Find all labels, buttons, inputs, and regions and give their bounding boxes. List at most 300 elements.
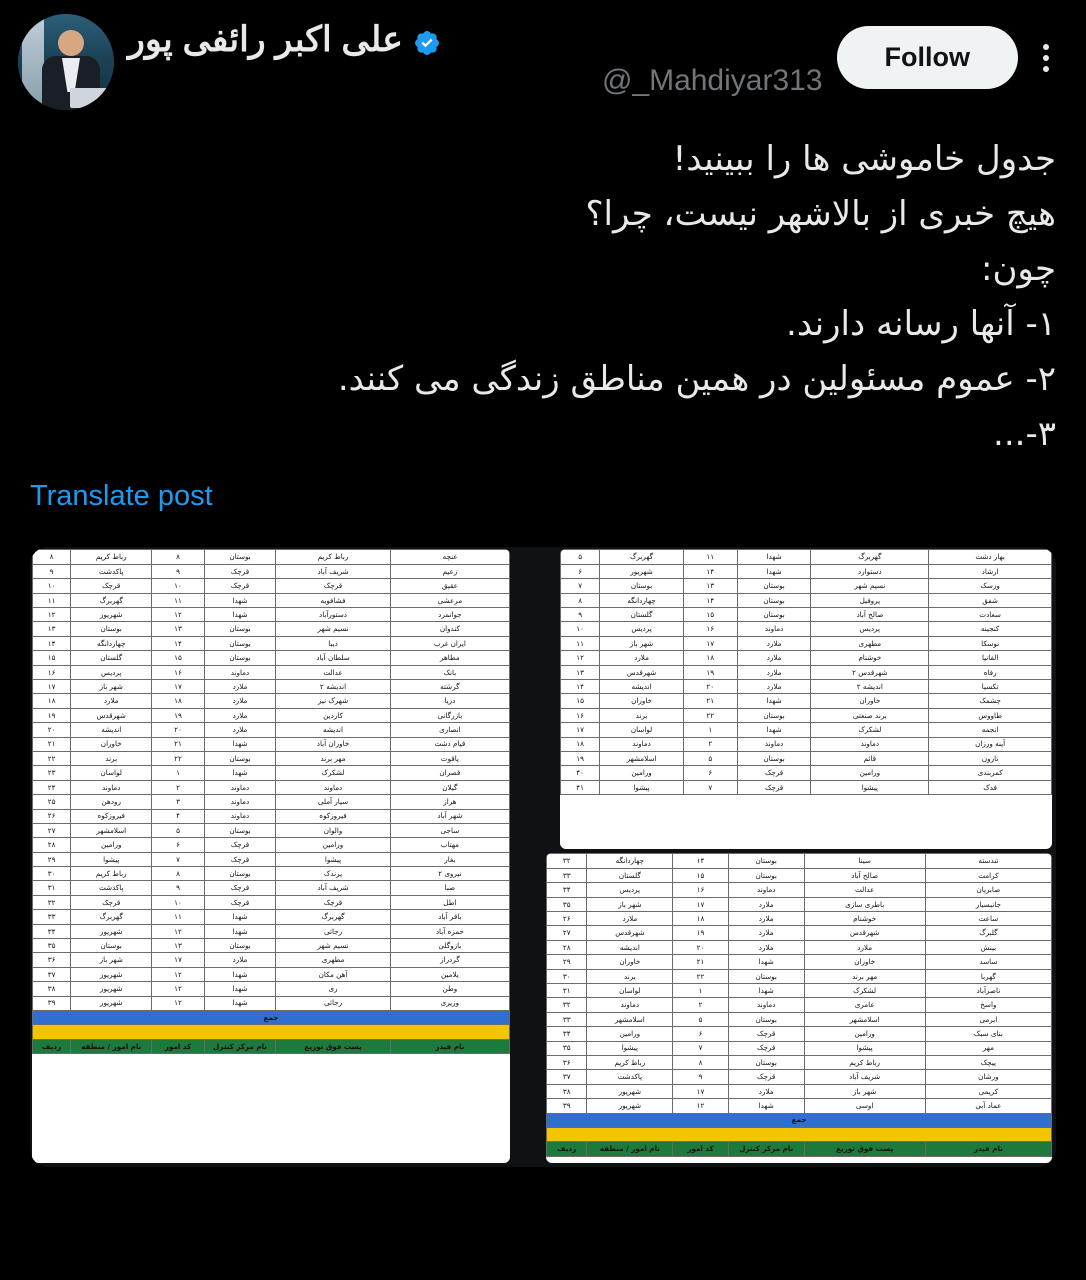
- table-cell: لشکرک: [804, 983, 925, 997]
- table-cell: ملارد: [728, 1084, 804, 1098]
- table-row: [561, 550, 1052, 564]
- table-cell: ۱۶: [683, 622, 737, 636]
- table-cell: طاووس: [929, 708, 1052, 722]
- table-cell: خوشنام: [811, 651, 929, 665]
- account-display-name[interactable]: علی اکبر رائفی پور: [128, 20, 404, 59]
- table-cell: پاکدشت: [71, 881, 152, 895]
- table-cell: ساعت: [925, 912, 1051, 926]
- table-cell: بوستان: [204, 622, 276, 636]
- table-cell: بوستان: [737, 608, 811, 622]
- table-cell: ۳۷: [33, 967, 71, 981]
- table-cell: ۱۲: [152, 924, 204, 938]
- table-cell: شهریور: [71, 996, 152, 1010]
- table-cell: بازوگلی: [390, 939, 509, 953]
- table-row: [561, 622, 1052, 636]
- table-cell: حمزه آباد: [390, 924, 509, 938]
- table-cell: ۳۸: [33, 982, 71, 996]
- table-row: [33, 665, 510, 679]
- table-cell: رجائی: [276, 924, 390, 938]
- table-row: [33, 593, 510, 607]
- table-row: [33, 867, 510, 881]
- table-cell: مطهری: [811, 636, 929, 650]
- table-cell: فیروزکوه: [71, 809, 152, 823]
- table-cell: مهر برند: [276, 751, 390, 765]
- table-cell: سینا: [804, 854, 925, 868]
- table-cell: ۳۷: [547, 1070, 587, 1084]
- table-cell: شهرقدس: [71, 708, 152, 722]
- table-cell: ۳۳: [33, 910, 71, 924]
- table-cell: ۱۸: [561, 737, 600, 751]
- table-cell: ۷: [152, 852, 204, 866]
- table-row: [33, 723, 510, 737]
- table-cell: پاکدشت: [587, 1070, 673, 1084]
- table-cell: ۱۰: [561, 622, 600, 636]
- table-cell: ورسک: [929, 579, 1052, 593]
- table-row: [561, 751, 1052, 765]
- table-cell: رجائی: [276, 996, 390, 1010]
- table-cell: عامری: [804, 998, 925, 1012]
- table-cell: ۱۶: [152, 665, 204, 679]
- table-cell: ۸: [152, 550, 204, 564]
- table-cell: ۱۲: [673, 1099, 729, 1113]
- table-cell: رباط کریم: [276, 550, 390, 564]
- table-cell: ۲۱: [152, 737, 204, 751]
- table-cell: شهدا: [204, 996, 276, 1010]
- table-cell: گهربرگ: [71, 593, 152, 607]
- table-cell: دماوند: [204, 665, 276, 679]
- table-cell: کرامت: [925, 868, 1051, 882]
- table-cell: شهریور: [71, 967, 152, 981]
- table-cell: ۱۶: [673, 883, 729, 897]
- table-cell: نارون: [929, 751, 1052, 765]
- table-cell: صالح آباد: [811, 608, 929, 622]
- table-cell: ۳۳: [547, 868, 587, 882]
- table-cell: ۶: [673, 1027, 729, 1041]
- table-cell: ۶: [683, 766, 737, 780]
- table-cell: ورامین: [71, 838, 152, 852]
- table-cell: ۱۵: [561, 694, 600, 708]
- table-cell: بغار: [390, 852, 509, 866]
- table-cell: برند: [600, 708, 683, 722]
- avatar-laptop: [70, 88, 110, 108]
- table-cell: کریمی: [925, 1084, 1051, 1098]
- table-cell: ۱۶: [561, 708, 600, 722]
- table-cell: بوستان: [204, 939, 276, 953]
- table-panel-right-top: [560, 549, 1052, 849]
- tweet-line-2: هیچ خبری از بالاشهر نیست، چرا؟: [585, 194, 1056, 235]
- table-cell: تندسته: [925, 854, 1051, 868]
- table-cell: گلستان: [71, 651, 152, 665]
- table-cell: عقیق: [390, 579, 509, 593]
- table-cell: شهر آباد: [390, 809, 509, 823]
- table-cell: بنای سبک: [925, 1027, 1051, 1041]
- table-cell: اندیشه: [276, 723, 390, 737]
- table-cell: ۱۵: [683, 608, 737, 622]
- table-cell: شهدا: [737, 694, 811, 708]
- table-row: [547, 926, 1052, 940]
- table-cell: ۸: [561, 593, 600, 607]
- table-cell: مهر: [925, 1041, 1051, 1055]
- table-cell: ۱۴: [33, 636, 71, 650]
- table-cell: ۱۵: [33, 651, 71, 665]
- table-cell: زعیم: [390, 564, 509, 578]
- table-row: [33, 636, 510, 650]
- table-cell: ۵: [683, 751, 737, 765]
- table-cell: فشافویه: [276, 593, 390, 607]
- table-cell: شهر باز: [71, 953, 152, 967]
- table-cell: ۳۰: [547, 969, 587, 983]
- table-cell: پروفیل: [811, 593, 929, 607]
- table-cell: ۱۴: [561, 679, 600, 693]
- avatar-head: [58, 30, 84, 56]
- table-cell: خوشنام: [804, 912, 925, 926]
- table-row: [561, 694, 1052, 708]
- table-cell: ۵: [673, 1012, 729, 1026]
- table-cell: ملارد: [587, 912, 673, 926]
- table-cell: شهرقدس ۲: [811, 665, 929, 679]
- table-cell: گهربرگ: [276, 910, 390, 924]
- table-row: [547, 883, 1052, 897]
- table-row: [33, 838, 510, 852]
- table-cell: ۱۷: [152, 953, 204, 967]
- table-cell: ۱۷: [683, 636, 737, 650]
- table-cell: ۹: [152, 564, 204, 578]
- table-cell: ۱: [673, 983, 729, 997]
- table-cell: بوستان: [737, 751, 811, 765]
- table-row: [561, 723, 1052, 737]
- table-cell: ملارد: [204, 953, 276, 967]
- table-color-band: [547, 1127, 1052, 1141]
- table-row: [33, 608, 510, 622]
- table-cell: قرچک: [204, 852, 276, 866]
- table-cell: شهریور: [587, 1084, 673, 1098]
- table-cell: دماوند: [276, 780, 390, 794]
- table-cell: ملارد: [71, 694, 152, 708]
- table-cell: چهاردانگه: [587, 854, 673, 868]
- table-cell: خاوران: [804, 955, 925, 969]
- more-options-icon[interactable]: [1024, 32, 1068, 84]
- table-row: [33, 780, 510, 794]
- table-cell: ورامین: [276, 838, 390, 852]
- table-row: [33, 550, 510, 564]
- table-cell: ملارد: [737, 651, 811, 665]
- table-header-row: [33, 1039, 510, 1053]
- table-cell: چهاردانگه: [71, 636, 152, 650]
- table-cell: ۱۸: [673, 912, 729, 926]
- table-row: [547, 868, 1052, 882]
- table-row: [33, 766, 510, 780]
- table-cell: والوان: [276, 823, 390, 837]
- table-cell: کمربندی: [929, 766, 1052, 780]
- account-display-name-row: [128, 20, 823, 60]
- table-cell: ۲۰: [673, 940, 729, 954]
- table-cell: ۱۷: [152, 679, 204, 693]
- table-cell: ۱: [152, 766, 204, 780]
- table-cell: ۸: [152, 867, 204, 881]
- table-cell: ۹: [152, 881, 204, 895]
- table-cell: کاردین: [276, 708, 390, 722]
- table-row: [33, 795, 510, 809]
- table-cell: ملارد: [204, 679, 276, 693]
- table-cell: خاوران: [71, 737, 152, 751]
- table-cell: ۲۰: [152, 723, 204, 737]
- table-cell: ری: [276, 982, 390, 996]
- table-cell: بوستان: [728, 1055, 804, 1069]
- table-cell: ورامین: [600, 766, 683, 780]
- table-cell: نام فیدر: [925, 1142, 1051, 1156]
- table-cell: ۴: [152, 809, 204, 823]
- table-cell: قرچک: [737, 780, 811, 794]
- table-cell: ملارد: [728, 897, 804, 911]
- table-cell: پیشوا: [71, 852, 152, 866]
- avatar-frame-decor: [22, 18, 44, 106]
- table-cell: شهریور: [600, 564, 683, 578]
- table-cell: اندیشه ۲: [276, 679, 390, 693]
- table-row: [33, 679, 510, 693]
- table-cell: نسیم شهر: [276, 939, 390, 953]
- table-cell: بوستان: [600, 579, 683, 593]
- table-cell: پاکدشت: [71, 564, 152, 578]
- tweet-line-5: ۲- عموم مسئولین در همین مناطق زندگی می کنند.: [337, 359, 1056, 400]
- table-cell: ۱۴: [683, 593, 737, 607]
- table-cell: ۳۵: [547, 897, 587, 911]
- table-cell: ۲۵: [33, 795, 71, 809]
- table-cell: شهدا: [204, 910, 276, 924]
- table-cell: قصران: [390, 766, 509, 780]
- table-cell: هراز: [390, 795, 509, 809]
- table-cell: ۱۶: [33, 665, 71, 679]
- table-cell: ۱۴: [152, 636, 204, 650]
- table-cell: ۹: [33, 564, 71, 578]
- table-row: [547, 1012, 1052, 1026]
- table-row: [33, 809, 510, 823]
- table-row: [547, 1084, 1052, 1098]
- table-cell: ارشاد: [929, 564, 1052, 578]
- table-row: [33, 939, 510, 953]
- table-cell: چهاردانگه: [600, 593, 683, 607]
- table-cell: ۱۱: [683, 550, 737, 564]
- table-cell: ۷: [561, 579, 600, 593]
- table-cell: ملارد: [737, 679, 811, 693]
- table-cell: کد امور: [152, 1039, 204, 1053]
- table-cell: بوستان: [71, 622, 152, 636]
- table-row: [33, 651, 510, 665]
- table-cell: ۱۳: [683, 579, 737, 593]
- table-cell: شهر باز: [71, 679, 152, 693]
- table-cell: ۱۸: [33, 694, 71, 708]
- table-cell: ملارد: [728, 926, 804, 940]
- table-cell: تکسیا: [929, 679, 1052, 693]
- table-cell: ردیف: [33, 1039, 71, 1053]
- table-summary-label: جمع: [33, 1010, 510, 1024]
- table-cell: ۱۱: [561, 636, 600, 650]
- tweet-line-1: جدول خاموشی ها را ببینید!: [672, 139, 1056, 179]
- table-row: [547, 1027, 1052, 1041]
- table-cell: قرچک: [728, 1070, 804, 1084]
- table-cell: ۲۴: [33, 780, 71, 794]
- table-cell: مهر برند: [804, 969, 925, 983]
- table-cell: بوستان: [204, 751, 276, 765]
- table-cell: ۱۷: [673, 1084, 729, 1098]
- table-cell: شهریور: [587, 1099, 673, 1113]
- tweet-media-image[interactable]: [30, 547, 1056, 1167]
- table-cell: شهدا: [204, 737, 276, 751]
- table-cell: ابرمی: [925, 1012, 1051, 1026]
- table-cell: ۳۲: [547, 854, 587, 868]
- table-cell: شهدا: [204, 766, 276, 780]
- table-cell: ۲۸: [547, 940, 587, 954]
- table-cell: ۶: [561, 564, 600, 578]
- table-cell: شریف آباد: [276, 881, 390, 895]
- table-cell: بازرگانی: [390, 708, 509, 722]
- table-cell: بوستان: [71, 939, 152, 953]
- table-color-band-cell: [33, 1025, 510, 1039]
- table-row: [547, 854, 1052, 868]
- tweet-text: [0, 110, 1086, 462]
- table-cell: بوستان: [204, 636, 276, 650]
- table-cell: ردیف: [547, 1142, 587, 1156]
- table-cell: ۱۹: [33, 708, 71, 722]
- blackout-table-left: [32, 549, 510, 1054]
- table-cell: دریا: [390, 694, 509, 708]
- table-cell: اسلامشهر: [600, 751, 683, 765]
- table-cell: صابریان: [925, 883, 1051, 897]
- table-cell: صالح آباد: [804, 868, 925, 882]
- table-cell: پردیس: [71, 665, 152, 679]
- table-row: [547, 940, 1052, 954]
- table-cell: ۱۴: [673, 854, 729, 868]
- table-cell: سیار آملی: [276, 795, 390, 809]
- table-cell: گلبرگ: [925, 926, 1051, 940]
- table-cell: انصاری: [390, 723, 509, 737]
- table-cell: ۲۲: [33, 751, 71, 765]
- table-cell: لشکرک: [276, 766, 390, 780]
- table-cell: نام مرکز کنترل: [204, 1039, 276, 1053]
- table-cell: مرعشی: [390, 593, 509, 607]
- table-cell: ۳۶: [33, 953, 71, 967]
- table-body-left: [33, 550, 510, 1054]
- table-cell: آینه ورزان: [929, 737, 1052, 751]
- table-cell: ملارد: [728, 912, 804, 926]
- table-cell: قرچک: [276, 895, 390, 909]
- table-cell: شهدا: [728, 955, 804, 969]
- table-cell: شهدا: [204, 967, 276, 981]
- table-cell: پیچک: [925, 1055, 1051, 1069]
- table-cell: قرچک: [737, 766, 811, 780]
- table-cell: قرچک: [276, 579, 390, 593]
- table-cell: کنجینه: [929, 622, 1052, 636]
- table-row: [561, 737, 1052, 751]
- table-cell: سعادت: [929, 608, 1052, 622]
- table-cell: ملارد: [204, 708, 276, 722]
- table-cell: پیشوا: [811, 780, 929, 794]
- table-cell: ۱۷: [561, 723, 600, 737]
- table-cell: دستورآباد: [276, 608, 390, 622]
- table-cell: ۱۷: [673, 897, 729, 911]
- table-row: [547, 998, 1052, 1012]
- table-cell: ۲۹: [547, 955, 587, 969]
- table-cell: ۹: [673, 1070, 729, 1084]
- table-cell: بوستان: [728, 1012, 804, 1026]
- header-actions: [837, 14, 1068, 89]
- translate-post-link[interactable]: Translate post: [30, 480, 213, 513]
- table-cell: خاوران: [587, 955, 673, 969]
- table-cell: ملارد: [737, 665, 811, 679]
- table-cell: رباط کریم: [587, 1055, 673, 1069]
- table-row: [33, 895, 510, 909]
- table-cell: دماوند: [737, 737, 811, 751]
- table-body-right-bottom: [547, 854, 1052, 1156]
- table-row: [561, 708, 1052, 722]
- table-cell: ۳۸: [547, 1084, 587, 1098]
- table-cell: قرچک: [204, 838, 276, 852]
- table-cell: گهربرگ: [600, 550, 683, 564]
- table-cell: پردیس: [600, 622, 683, 636]
- table-cell: گیلان: [390, 780, 509, 794]
- table-cell: لواسان: [71, 766, 152, 780]
- table-color-band-cell: [547, 1127, 1052, 1141]
- table-cell: ۱۵: [152, 651, 204, 665]
- table-cell: شهرقدس: [600, 665, 683, 679]
- table-cell: ۳۳: [547, 1012, 587, 1026]
- table-cell: پردیس: [587, 883, 673, 897]
- table-cell: قرچک: [204, 564, 276, 578]
- table-cell: ۷: [683, 780, 737, 794]
- table-cell: چشمک: [929, 694, 1052, 708]
- table-cell: غنچه: [390, 550, 509, 564]
- table-cell: ۴۱: [561, 780, 600, 794]
- avatar[interactable]: [18, 14, 114, 110]
- table-summary-label: جمع: [547, 1113, 1052, 1127]
- table-cell: قرچک: [204, 579, 276, 593]
- table-cell: بهار دشت: [929, 550, 1052, 564]
- table-cell: اسلامشهر: [587, 1012, 673, 1026]
- table-cell: رفاه: [929, 665, 1052, 679]
- table-cell: برند: [71, 751, 152, 765]
- table-cell: بوستان: [204, 651, 276, 665]
- table-cell: شهدا: [204, 924, 276, 938]
- table-cell: بوستان: [204, 867, 276, 881]
- table-row: [547, 912, 1052, 926]
- table-cell: گرشته: [390, 679, 509, 693]
- table-cell: ۴۰: [561, 766, 600, 780]
- table-row: [561, 636, 1052, 650]
- table-cell: ۲۲: [683, 708, 737, 722]
- table-cell: پردیس: [811, 622, 929, 636]
- table-row: [547, 1041, 1052, 1055]
- table-row: [33, 996, 510, 1010]
- table-cell: دماوند: [204, 809, 276, 823]
- table-cell: ۱۲: [152, 982, 204, 996]
- table-cell: نام امور / منطقه: [71, 1039, 152, 1053]
- table-cell: دماوند: [71, 780, 152, 794]
- table-cell: شهریور: [71, 982, 152, 996]
- table-cell: فیروزکوه: [276, 809, 390, 823]
- table-cell: شهدا: [737, 723, 811, 737]
- table-cell: ۲۱: [683, 694, 737, 708]
- table-cell: خاوران: [811, 694, 929, 708]
- account-handle[interactable]: @_Mahdiyar313: [601, 64, 823, 98]
- follow-button[interactable]: Follow: [837, 26, 1018, 89]
- table-cell: دماوند: [204, 795, 276, 809]
- table-summary-row: [547, 1113, 1052, 1127]
- blackout-table-right-top: [560, 549, 1052, 795]
- table-row: [33, 881, 510, 895]
- table-cell: قرچک: [204, 895, 276, 909]
- table-cell: ۱۱: [152, 593, 204, 607]
- table-cell: دماوند: [600, 737, 683, 751]
- table-cell: ورامین: [804, 1027, 925, 1041]
